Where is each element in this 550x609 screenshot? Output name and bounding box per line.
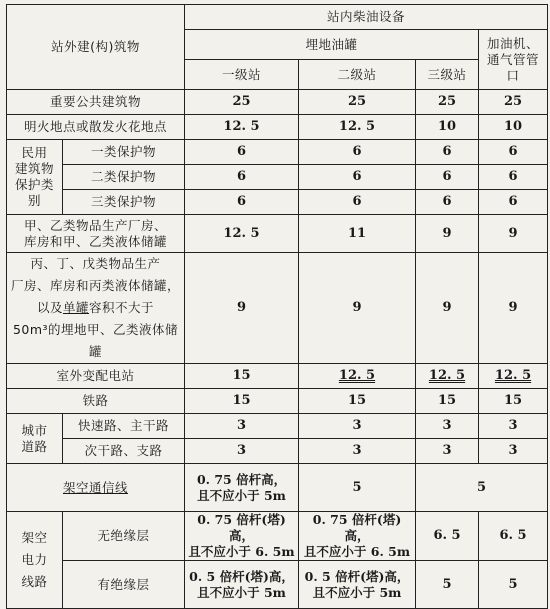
row-label: 次干路、支路 — [63, 439, 185, 464]
table-row — [7, 464, 548, 512]
value-cell: 6 — [416, 190, 479, 215]
row-label — [7, 464, 185, 512]
group-label-civil: 民用 建筑物 保护类别 — [7, 140, 63, 215]
value-cell — [299, 364, 416, 389]
station-3-header-cell: 三级站 — [416, 60, 479, 90]
header-row-1 — [7, 5, 548, 30]
value-underlined: 12. 5 — [428, 368, 466, 383]
value-cell: 3 — [185, 414, 299, 439]
row-label-line: 50m³的埋地甲、乙类液体储罐 — [12, 322, 179, 359]
value-cell: 10 — [479, 115, 548, 140]
value-cell: 5 — [299, 464, 416, 512]
row-label: 快速路、主干路 — [63, 414, 185, 439]
value-cell: 6 — [416, 165, 479, 190]
table-row — [7, 165, 548, 190]
value-cell: 15 — [185, 389, 299, 414]
setback-distance-table — [6, 4, 548, 609]
value-underlined: 12. 5 — [494, 368, 532, 383]
table-row — [7, 115, 548, 140]
group-header-cell: 站内柴油设备 — [185, 5, 548, 30]
table-row — [7, 140, 548, 165]
table-row — [7, 561, 548, 609]
table-row — [7, 190, 548, 215]
value-cell: 3 — [479, 439, 548, 464]
table-row — [7, 215, 548, 253]
table-row — [7, 439, 548, 464]
row-label: 有绝缘层 — [63, 561, 185, 609]
row-label-line: 厂房、库房和丙类液体储罐， — [11, 278, 181, 293]
table-row — [7, 253, 548, 364]
value-cell: 6 — [299, 140, 416, 165]
row-label: 明火地点或散发火花地点 — [7, 115, 185, 140]
value-cell: 0. 5 倍杆(塔)高， 且不应小于 5m — [185, 561, 299, 609]
value-cell: 15 — [299, 389, 416, 414]
setback-distance-table-sheet — [6, 4, 547, 598]
value-cell: 0. 75 倍杆高， 且不应小于 5m — [185, 464, 299, 512]
value-cell: 9 — [299, 253, 416, 364]
row-label-line: 丙、丁、戊类物品生产 — [30, 256, 161, 271]
value-cell: 25 — [299, 90, 416, 115]
value-cell: 3 — [185, 439, 299, 464]
value-cell: 3 — [416, 439, 479, 464]
value-cell — [416, 364, 479, 389]
value-cell: 9 — [416, 215, 479, 253]
value-cell: 9 — [416, 253, 479, 364]
value-cell: 0. 75 倍杆(塔)高， 且不应小于 6. 5m — [185, 512, 299, 561]
value-cell: 6 — [299, 165, 416, 190]
value-cell: 3 — [479, 414, 548, 439]
group-label-road: 城市 道路 — [7, 414, 63, 464]
value-cell: 5 — [416, 464, 548, 512]
subgroup-header-cell: 埋地油罐 — [185, 30, 479, 60]
value-cell: 15 — [479, 389, 548, 414]
value-cell: 15 — [416, 389, 479, 414]
value-cell: 9 — [479, 215, 548, 253]
row-header-cell: 站外建(构)筑物 — [7, 5, 185, 90]
row-label-underlined: 单罐 — [63, 300, 90, 315]
row-label: 甲、乙类物品生产厂房、 库房和甲、乙类液体储罐 — [7, 215, 185, 253]
group-label-power: 架空 电力 线路 — [7, 512, 63, 609]
station-2-header-cell: 二级站 — [299, 60, 416, 90]
row-label-line: 容积不大于 — [89, 300, 155, 315]
table-row — [7, 389, 548, 414]
station-1-header-cell: 一级站 — [185, 60, 299, 90]
value-cell: 0. 75 倍杆(塔)高， 且不应小于 6. 5m — [299, 512, 416, 561]
value-cell: 3 — [299, 439, 416, 464]
value-cell: 25 — [416, 90, 479, 115]
value-cell: 6. 5 — [479, 512, 548, 561]
value-cell: 6 — [185, 140, 299, 165]
value-cell: 6 — [299, 190, 416, 215]
row-label: 二类保护物 — [63, 165, 185, 190]
value-cell: 11 — [299, 215, 416, 253]
row-label: 一类保护物 — [63, 140, 185, 165]
value-cell: 0. 5 倍杆(塔)高， 且不应小于 5m — [299, 561, 416, 609]
value-cell: 3 — [416, 414, 479, 439]
value-cell: 10 — [416, 115, 479, 140]
value-cell: 6 — [185, 165, 299, 190]
row-label-underlined: 架空通信线 — [63, 479, 129, 495]
value-cell: 12. 5 — [299, 115, 416, 140]
value-cell: 25 — [479, 90, 548, 115]
row-label: 铁路 — [7, 389, 185, 414]
value-cell: 6 — [479, 165, 548, 190]
row-label: 三类保护物 — [63, 190, 185, 215]
value-cell: 25 — [185, 90, 299, 115]
value-cell — [479, 364, 548, 389]
value-cell: 6. 5 — [416, 512, 479, 561]
row-label — [7, 253, 185, 364]
table-row — [7, 364, 548, 389]
value-cell: 6 — [479, 190, 548, 215]
value-cell: 5 — [479, 561, 548, 609]
row-label: 室外变配电站 — [7, 364, 185, 389]
value-cell: 9 — [479, 253, 548, 364]
value-cell: 9 — [185, 253, 299, 364]
table-row — [7, 512, 548, 561]
value-cell: 15 — [185, 364, 299, 389]
value-underlined: 12. 5 — [338, 368, 376, 383]
row-label: 重要公共建筑物 — [7, 90, 185, 115]
value-cell: 3 — [299, 414, 416, 439]
value-cell: 12. 5 — [185, 115, 299, 140]
value-cell: 6 — [185, 190, 299, 215]
dispenser-header-cell: 加油机、 通气管管口 — [479, 30, 548, 90]
value-cell: 6 — [479, 140, 548, 165]
row-label-line: 以及 — [36, 300, 63, 315]
value-cell: 12. 5 — [185, 215, 299, 253]
value-cell: 5 — [416, 561, 479, 609]
row-label: 无绝缘层 — [63, 512, 185, 561]
table-row — [7, 90, 548, 115]
value-cell: 6 — [416, 140, 479, 165]
table-row — [7, 414, 548, 439]
